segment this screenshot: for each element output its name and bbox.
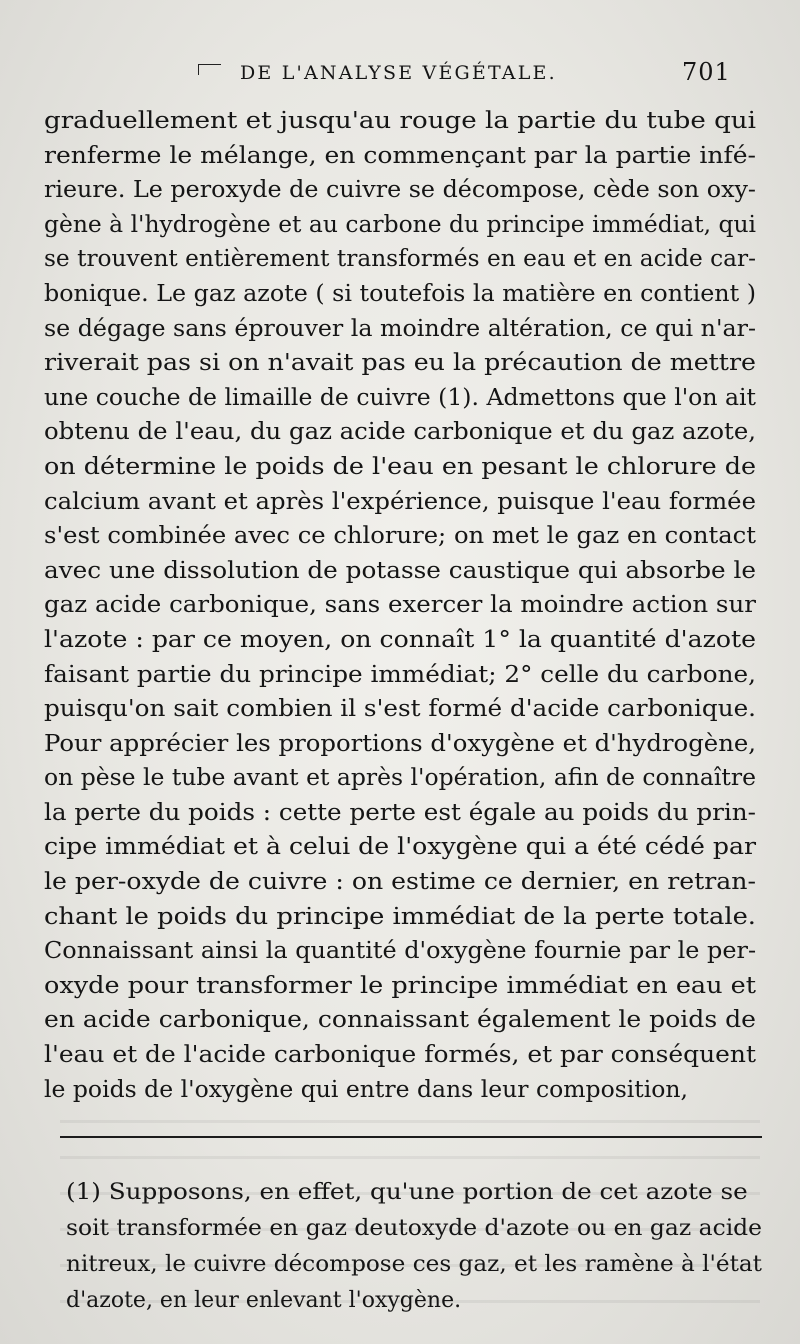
footnote-line: (1) Supposons, en effet, qu'une portion de cet azote se: [66, 1180, 748, 1205]
text-line: avec une dissolution de potasse caustique qui absorbe le: [44, 555, 756, 584]
text-line: calcium avant et après l'expérience, puisque l'eau formée: [44, 486, 756, 515]
text-line: l'eau et de l'acide carbonique formés, et par conséquent: [44, 1040, 756, 1069]
header-bracket-mark: [198, 64, 221, 75]
footnote: [66, 1175, 762, 1319]
main-text: [44, 103, 756, 1106]
text-line: rieure. Le peroxyde de cuivre se décompose, cède son oxy-: [44, 175, 756, 204]
running-header: [0, 58, 800, 92]
text-line: chant le poids du principe immédiat de la perte totale.: [44, 901, 756, 930]
text-line: l'azote : par ce moyen, on connaît 1° la quantité d'azote: [44, 624, 756, 653]
text-line: puisqu'on sait combien il s'est formé d'acide carbonique.: [44, 694, 757, 723]
text-line: se trouvent entièrement transformés en eau et en acide car-: [44, 244, 757, 273]
text-line: le poids de l'oxygène qui entre dans leur composition,: [44, 1074, 689, 1103]
text-line: la perte du poids : cette perte est égale au poids du prin-: [44, 797, 756, 826]
footnote-divider: [60, 1136, 762, 1138]
text-line: se dégage sans éprouver la moindre altération, ce qui n'ar-: [44, 313, 756, 342]
text-line: Pour apprécier les proportions d'oxygène et d'hydrogène,: [44, 728, 757, 757]
text-line: gène à l'hydrogène et au carbone du principe immédiat, qui: [44, 209, 757, 238]
text-line: faisant partie du principe immédiat; 2° celle du carbone,: [44, 659, 757, 688]
text-line: graduellement et jusqu'au rouge la partie du tube qui: [44, 106, 756, 134]
text-line: oxyde pour transformer le principe immédiat en eau et: [44, 970, 757, 999]
text-line: on pèse le tube avant et après l'opération, afin de connaître: [44, 763, 756, 792]
text-line: s'est combinée avec ce chlorure; on met le gaz en contact: [44, 521, 757, 550]
text-line: le per-oxyde de cuivre : on estime ce dernier, en retran-: [44, 867, 756, 896]
footnote-line: soit transformée en gaz deutoxyde d'azote ou en gaz acide: [66, 1216, 763, 1241]
text-line: en acide carbonique, connaissant également le poids de: [44, 1005, 757, 1034]
text-line: cipe immédiat et à celui de l'oxygène qui a été cédé par: [44, 832, 756, 861]
text-line: Connaissant ainsi la quantité d'oxygène fournie par le per-: [44, 936, 757, 965]
text-line: obtenu de l'eau, du gaz acide carbonique et du gaz azote,: [44, 417, 757, 446]
running-title: DE L'ANALYSE VÉGÉTALE.: [240, 62, 557, 84]
text-line: bonique. Le gaz azote ( si toutefois la matière en contient ): [44, 278, 757, 307]
text-line: on détermine le poids de l'eau en pesant le chlorure de: [44, 451, 757, 480]
footnote-line: nitreux, le cuivre décompose ces gaz, et les ramène à l'état: [66, 1252, 762, 1277]
text-line: renferme le mélange, en commençant par la partie infé-: [44, 140, 756, 169]
text-line: une couche de limaille de cuivre (1). Admettons que l'on ait: [44, 382, 757, 411]
text-line: riverait pas si on n'avait pas eu la précaution de mettre: [44, 348, 756, 377]
page-number: 701: [682, 58, 731, 86]
text-line: gaz acide carbonique, sans exercer la moindre action sur: [44, 590, 756, 619]
footnote-line: d'azote, en leur enlevant l'oxygène.: [66, 1288, 462, 1313]
